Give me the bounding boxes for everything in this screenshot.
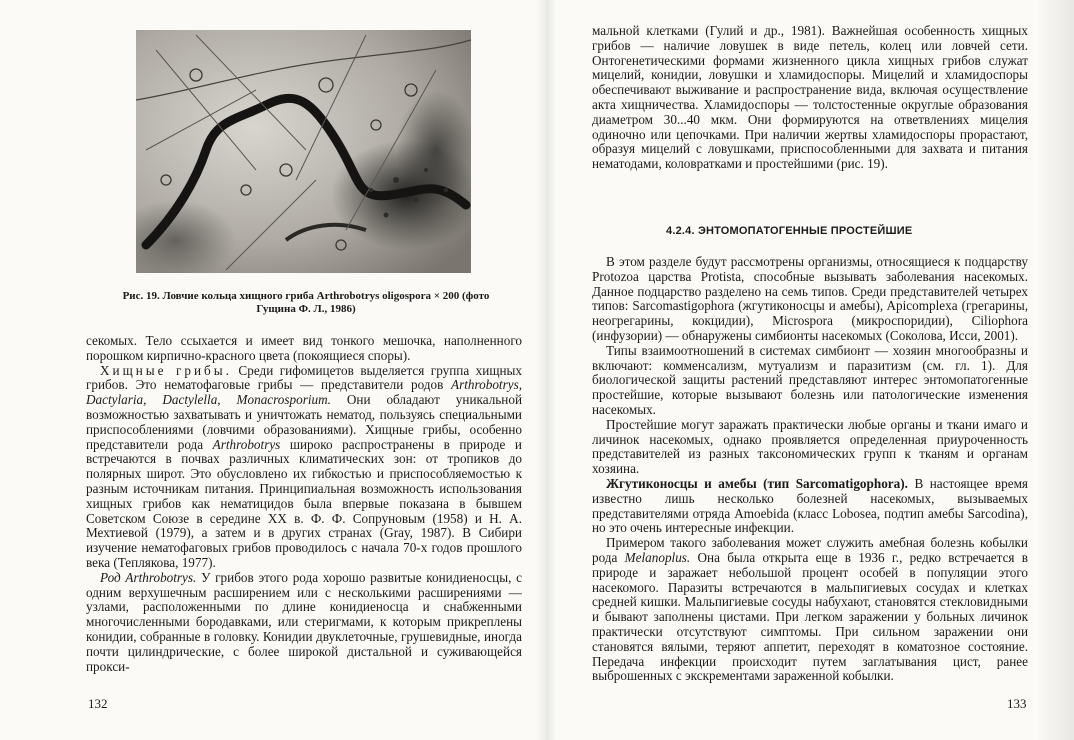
section-heading: 4.2.4. ЭНТОМОПАТОГЕННЫЕ ПРОСТЕЙШИЕ [666,225,913,237]
paragraph: мальной клетками (Гулий и др., 1981). Важнейшая особенность хищных грибов — наличие ловушек в виде петель, колец или ловчей сети. Онтогенетическими формами жизненного цикла хищных грибов служат мицелий, конидии, ловушки и хламидоспоры. Мицелий и хламидоспоры обеспечивают выживание и распространение вида, включая осуществление акта хищничества. Хламидоспоры — толстостенные округлые образования диаметром 30...40 мкм. Они формируются на ответвлениях мицелия одиночно или цепочками. При наличии жертвы хламидоспоры прорастают, образуя мицелий с ловушками, приспособленными для захвата и питания нематодами, коловратками и простейшими (рис. 19). [592,23,1028,172]
right-page [592,0,1028,740]
section-run-in-title: Хищные грибы. [100,362,232,378]
paragraph: Род Arthrobotrys. У грибов этого рода хорошо развитые конидиеносцы, с одним верхушечным расширением или с несколькими расширениями — узлами, расположенными по длине конидиеносца и снабженными многочисленными бородавками, или стеригмами, к которым прикреплены конидии, собранные в головку. Конидии двуклеточные, грушевидные, иногда почти цилиндрические, с более широкой дистальной и суживающейся прокси- [86,569,522,674]
page-edge [1036,0,1074,740]
paragraph: Жгутиконосцы и амебы (тип Sarcomatigophora). В настоящее время известно лишь несколько болезней насекомых, вызываемых представителями отряда Amoebida (класс Lobosea, подтип амебы Sarcodina), но это очень интересные инфекции. [592,475,1028,536]
right-body-text-top [592,24,1028,172]
paragraph: В этом разделе будут рассмотрены организмы, относящиеся к подцарству Protozoa царства Protista, способные вызывать заболевания насекомых. Данное подцарство разделено на семь типов. Среди представителей четырех типов: Sarcomastigophora (жгутиконосцы и амебы), Apicomplexa (грегарины, неогрегарины, кокцидии), Microspora (микроспоридии), Ciliophora (инфузории) — обнаружены симбионты насекомых (Соколова, Исси, 2001). [592,254,1028,343]
left-body-text [86,334,522,674]
paragraph: Хищные грибы. Среди гифомицетов выделяется группа хищных грибов. Это нематофаговые грибы — представители родов Arthrobotrys, Dactylaria, Dactylella, Monacrosporium. Они обладают уникальной возможностью захватывать и уничтожать нематод, пользуясь специальными приспособлениями (ловчими образованиями). Хищные грибы, особенно представители рода Arthrobotrys широко распространены в природе и встречаются в почвах различных климатических зон: от тропиков до полярных широт. Это обусловлено их гибкостью и приспособляемостью к разным источникам питания. Принципиальная возможность использования хищных грибов как нематицидов была впервые показана в бывшем Советском Союзе в середине XX в. Ф. Ф. Сопруновым (1958) и Н. А. Мехтиевой (1979), а затем и в других странах (Gray, 1987). В Сибири изучение нематофаговых грибов проводилось с начала 70-х годов прошлого века (Теплякова, 1977). [86,362,522,570]
paragraph: секомых. Тело ссыхается и имеет вид тонкого мешочка, наполненного порошком кирпично-красного цвета (покоящиеся споры). [86,333,522,363]
paragraph: Типы взаимоотношений в системах симбионт — хозяин многообразны и включают: комменсализм, мутуализм и паразитизм (см. гл. 1). Для биологической защиты растений представляют интерес энтомопатогенные простейшие, которые вызывают болезнь или патологические изменения насекомых. [592,342,1028,417]
right-body-text [592,255,1028,684]
figure-caption: Рис. 19. Ловчие кольца хищного гриба Arthrobotrys oligospora × 200 (фото Гущина Ф. Л., 1986) [122,290,490,315]
section-run-in-title: Жгутиконосцы и амебы (тип Sarcomatigophora). [606,475,908,491]
page-number: 132 [88,696,108,711]
left-page [86,0,522,740]
section-run-in-title: Род Arthrobotrys. [100,569,197,585]
paragraph: Простейшие могут заражать практически любые органы и ткани имаго и личинок насекомых, однако проявляется определенная приуроченность представителей из разных таксономических групп к тканям и органам хозяина. [592,416,1028,477]
book-spine-shadow [535,0,557,740]
paragraph: Примером такого заболевания может служить амебная болезнь кобылки рода Melanoplus. Она была открыта еще в 1936 г., редко встречается в природе и заражает небольшой процент особей в популяции этого насекомого. Паразиты встречаются в мальпигиевых сосудах и клетках средней кишки. Мальпигиевые сосуды набухают, становятся стекловидными и бывают заполнены цистами. При легком заражении у больных личинок практически отсутствуют симптомы. При сильном заражении они становятся вялыми, теряют аппетит, переходят в коматозное состояние. Передача инфекции происходит путем заглатывания цист, ранее выброшенных с экскрементами зараженной кобылки. [592,535,1028,684]
fungus-micrograph [136,30,471,273]
page-number: 133 [1007,696,1027,711]
figure-19-photo [136,30,471,273]
